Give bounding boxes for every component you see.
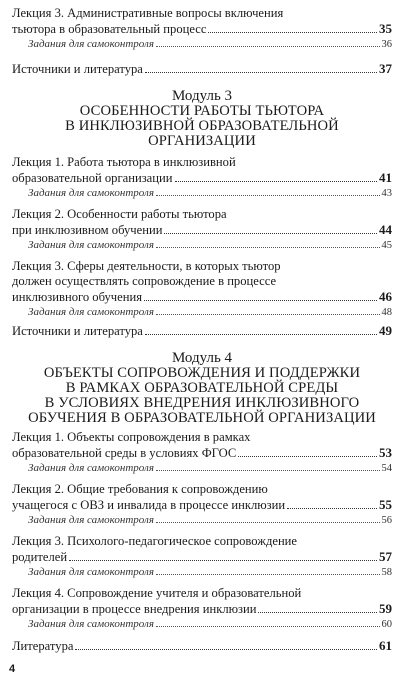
entry-title: организации в процессе внедрения инклюзии [12,602,257,616]
module-name: ОСОБЕННОСТИ РАБОТЫ ТЬЮТОРА [79,103,325,119]
dot-leader [156,522,380,523]
dot-leader [156,46,380,47]
self-check-line: Задания для самоконтроля 45 [28,239,392,251]
entry-title: образовательной среды в условиях ФГОС [12,446,237,460]
entry-title: Источники и литература [12,324,143,338]
page-ref: 53 [379,445,392,460]
module-heading [12,350,392,426]
sources-entry [12,638,392,654]
entry-title: при инклюзивном обучении [12,223,163,237]
entry-title: Лекция 2. Общие требования к сопровождению [12,482,268,496]
dot-leader [156,626,380,627]
entry-title: Лекция 1. Объекты сопровождения в рамках [12,430,251,444]
page-ref: 61 [379,638,392,653]
toc-entry [12,155,392,200]
page-ref: 59 [379,601,392,616]
self-check-line: Задания для самоконтроля 56 [28,514,392,526]
module-name: ОБЪЕКТЫ СОПРОВОЖДЕНИЯ И ПОДДЕРЖКИ [43,365,361,381]
entry-title: Литература [12,639,74,653]
module-name: ОБУЧЕНИЯ В ОБРАЗОВАТЕЛЬНОЙ ОРГАНИЗАЦИИ [28,410,376,426]
sources-entry [12,323,392,339]
page-ref: 57 [379,549,392,564]
page-ref: 35 [379,21,392,36]
toc-entry [12,482,392,527]
page-ref: 37 [379,61,392,76]
entry-title: Источники и литература [12,62,143,76]
entry-title: должен осуществлять сопровождение в процессе [12,274,277,288]
self-check-line: Задания для самоконтроля 60 [28,618,392,630]
entry-title: тьютора в образовательный процесс [12,22,207,36]
self-check-line: Задания для самоконтроля 58 [28,566,392,578]
dot-leader [75,649,377,650]
module-name: В РАМКАХ ОБРАЗОВАТЕЛЬНОЙ СРЕДЫ [65,380,339,396]
self-check-line: Задания для самоконтроля 48 [28,306,392,318]
dot-leader [69,560,377,561]
dot-leader [238,456,377,457]
dot-leader [156,195,380,196]
module-heading [12,88,392,149]
self-check-line: Задания для самоконтроля 36 [28,38,392,50]
module-name: В ИНКЛЮЗИВНОЙ ОБРАЗОВАТЕЛЬНОЙ [65,118,339,134]
page-ref: 41 [379,170,392,185]
entry-title: Лекция 4. Сопровождение учителя и образовательной [12,586,302,600]
entry-title: Лекция 3. Сферы деятельности, в которых тьютор [12,259,281,273]
page-number: 4 [9,663,16,675]
dot-leader [145,334,377,335]
page-ref: 55 [379,497,392,512]
page-ref: 49 [379,323,392,338]
dot-leader [156,470,380,471]
dot-leader [145,72,377,73]
page-ref: 44 [379,222,392,237]
dot-leader [258,612,377,613]
dot-leader [156,314,380,315]
toc-entry [12,430,392,475]
entry-title: Лекция 3. Административные вопросы включения [12,6,284,20]
dot-leader [144,300,377,301]
dot-leader [156,574,380,575]
entry-title: Лекция 1. Работа тьютора в инклюзивной [12,155,236,169]
dot-leader [287,508,377,509]
toc-entry [12,259,392,319]
dot-leader [164,233,377,234]
dot-leader [208,32,377,33]
module-name: ОРГАНИЗАЦИИ [148,133,256,149]
entry-title: Лекция 2. Особенности работы тьютора [12,207,227,221]
page-ref: 46 [379,289,392,304]
module-title: Модуль 4 [171,350,233,366]
self-check-line: Задания для самоконтроля 54 [28,462,392,474]
entry-title: образовательной организации [12,171,173,185]
dot-leader [156,247,380,248]
sources-entry [12,61,392,77]
entry-title: инклюзивного обучения [12,290,143,304]
entry-title: Лекция 3. Психолого-педагогическое сопровождение [12,534,298,548]
dot-leader [175,181,378,182]
module-title: Модуль 3 [171,88,233,104]
self-check-line: Задания для самоконтроля 43 [28,187,392,199]
entry-title: родителей [12,550,68,564]
toc-entry [12,586,392,631]
entry-title: учащегося с ОВЗ и инвалида в процессе инклюзии [12,498,286,512]
toc-entry [12,207,392,252]
toc-entry [12,6,392,51]
module-name: В УСЛОВИЯХ ВНЕДРЕНИЯ ИНКЛЮЗИВНОГО [44,395,360,411]
toc-entry [12,534,392,579]
